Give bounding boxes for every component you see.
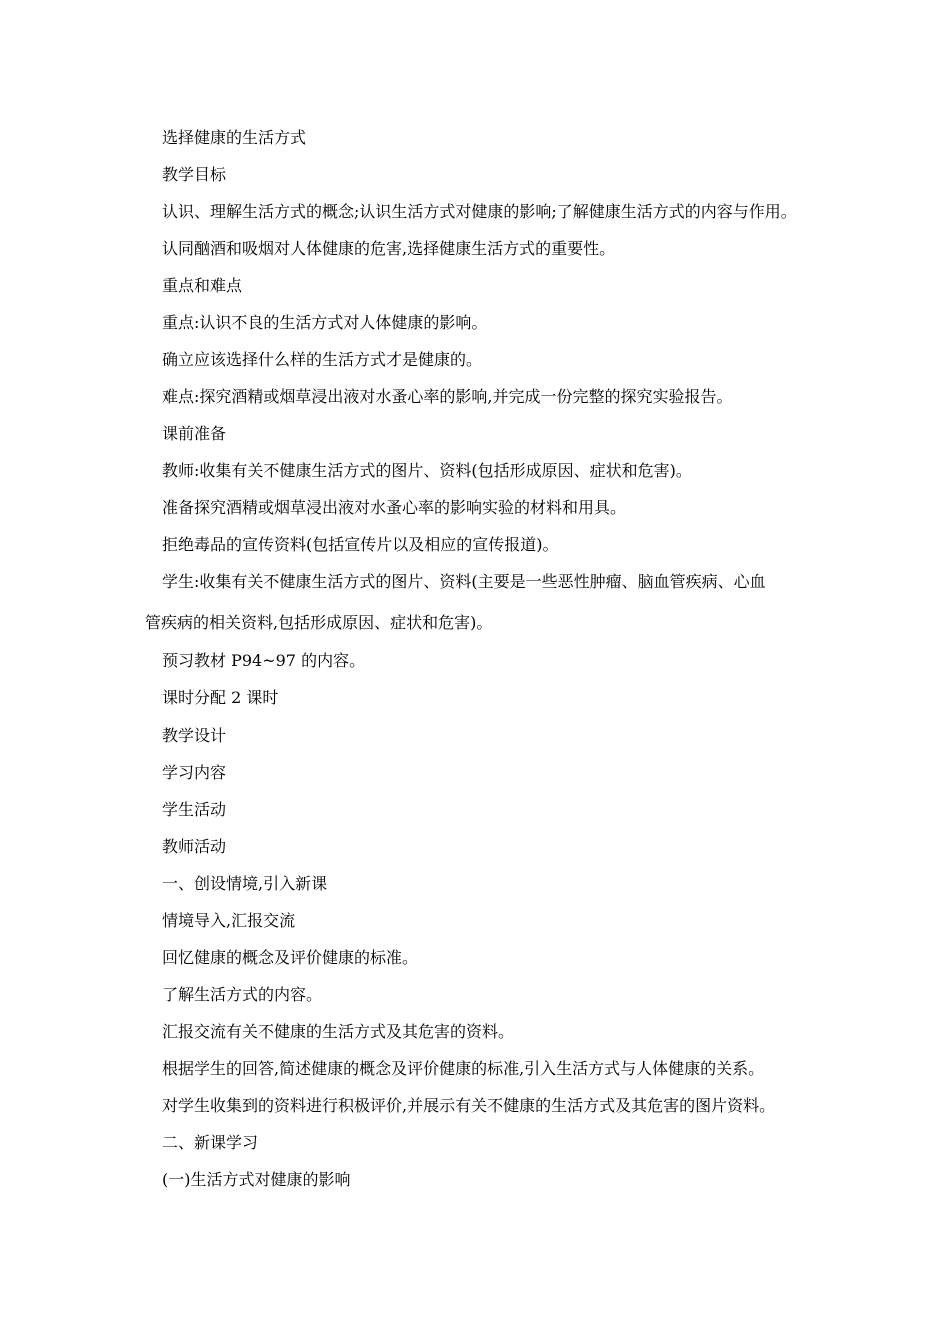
paragraph-line: 对学生收集到的资料进行积极评价,并展示有关不健康的生活方式及其危害的图片资料。 <box>162 1096 776 1115</box>
paragraph-line: 认识、理解生活方式的概念;认识生活方式对健康的影响;了解健康生活方式的内容与作用。 <box>162 202 797 221</box>
section-heading: 一、创设情境,引入新课 <box>162 874 328 893</box>
paragraph-line: 确立应该选择什么样的生活方式才是健康的。 <box>162 350 483 369</box>
paragraph-line: 拒绝毒品的宣传资料(包括宣传片以及相应的宣传报道)。 <box>162 535 559 554</box>
paragraph-line: 重点:认识不良的生活方式对人体健康的影响。 <box>162 313 488 332</box>
table-header-cell: 学习内容 <box>162 763 227 782</box>
table-header-cell: 学生活动 <box>162 800 227 819</box>
section-heading: 二、新课学习 <box>162 1133 259 1152</box>
section-heading: 教学目标 <box>162 165 227 184</box>
paragraph-line: 回忆健康的概念及评价健康的标准。 <box>162 948 419 967</box>
paragraph-line: 预习教材 P94~97 的内容。 <box>162 651 366 670</box>
paragraph-line: 教师:收集有关不健康生活方式的图片、资料(包括形成原因、症状和危害)。 <box>162 461 692 480</box>
paragraph-line: 难点:探究酒精或烟草浸出液对水蚤心率的影响,并完成一份完整的探究实验报告。 <box>162 387 733 406</box>
section-heading: 课前准备 <box>162 424 227 443</box>
paragraph-line: 课时分配 2 课时 <box>162 688 279 707</box>
paragraph-line: 情境导入,汇报交流 <box>162 911 296 930</box>
section-heading: 教学设计 <box>162 726 227 745</box>
paragraph-line: 认同酗酒和吸烟对人体健康的危害,选择健康生活方式的重要性。 <box>162 239 616 258</box>
paragraph-line: 根据学生的回答,简述健康的概念及评价健康的标准,引入生活方式与人体健康的关系。 <box>162 1059 765 1078</box>
paragraph-line: 了解生活方式的内容。 <box>162 985 323 1004</box>
table-header-cell: 教师活动 <box>162 837 227 856</box>
paragraph-line: 准备探究酒精或烟草浸出液对水蚤心率的影响实验的材料和用具。 <box>162 498 627 517</box>
subsection-heading: (一)生活方式对健康的影响 <box>162 1170 351 1189</box>
section-heading: 重点和难点 <box>162 276 243 295</box>
paragraph-line: 汇报交流有关不健康的生活方式及其危害的资料。 <box>162 1022 515 1041</box>
paragraph-line: 学生:收集有关不健康生活方式的图片、资料(主要是一些恶性肿瘤、脑血管疾病、心血 <box>162 572 766 591</box>
document-title: 选择健康的生活方式 <box>162 128 307 147</box>
paragraph-line-continued: 管疾病的相关资料,包括形成原因、症状和危害)。 <box>145 613 493 632</box>
